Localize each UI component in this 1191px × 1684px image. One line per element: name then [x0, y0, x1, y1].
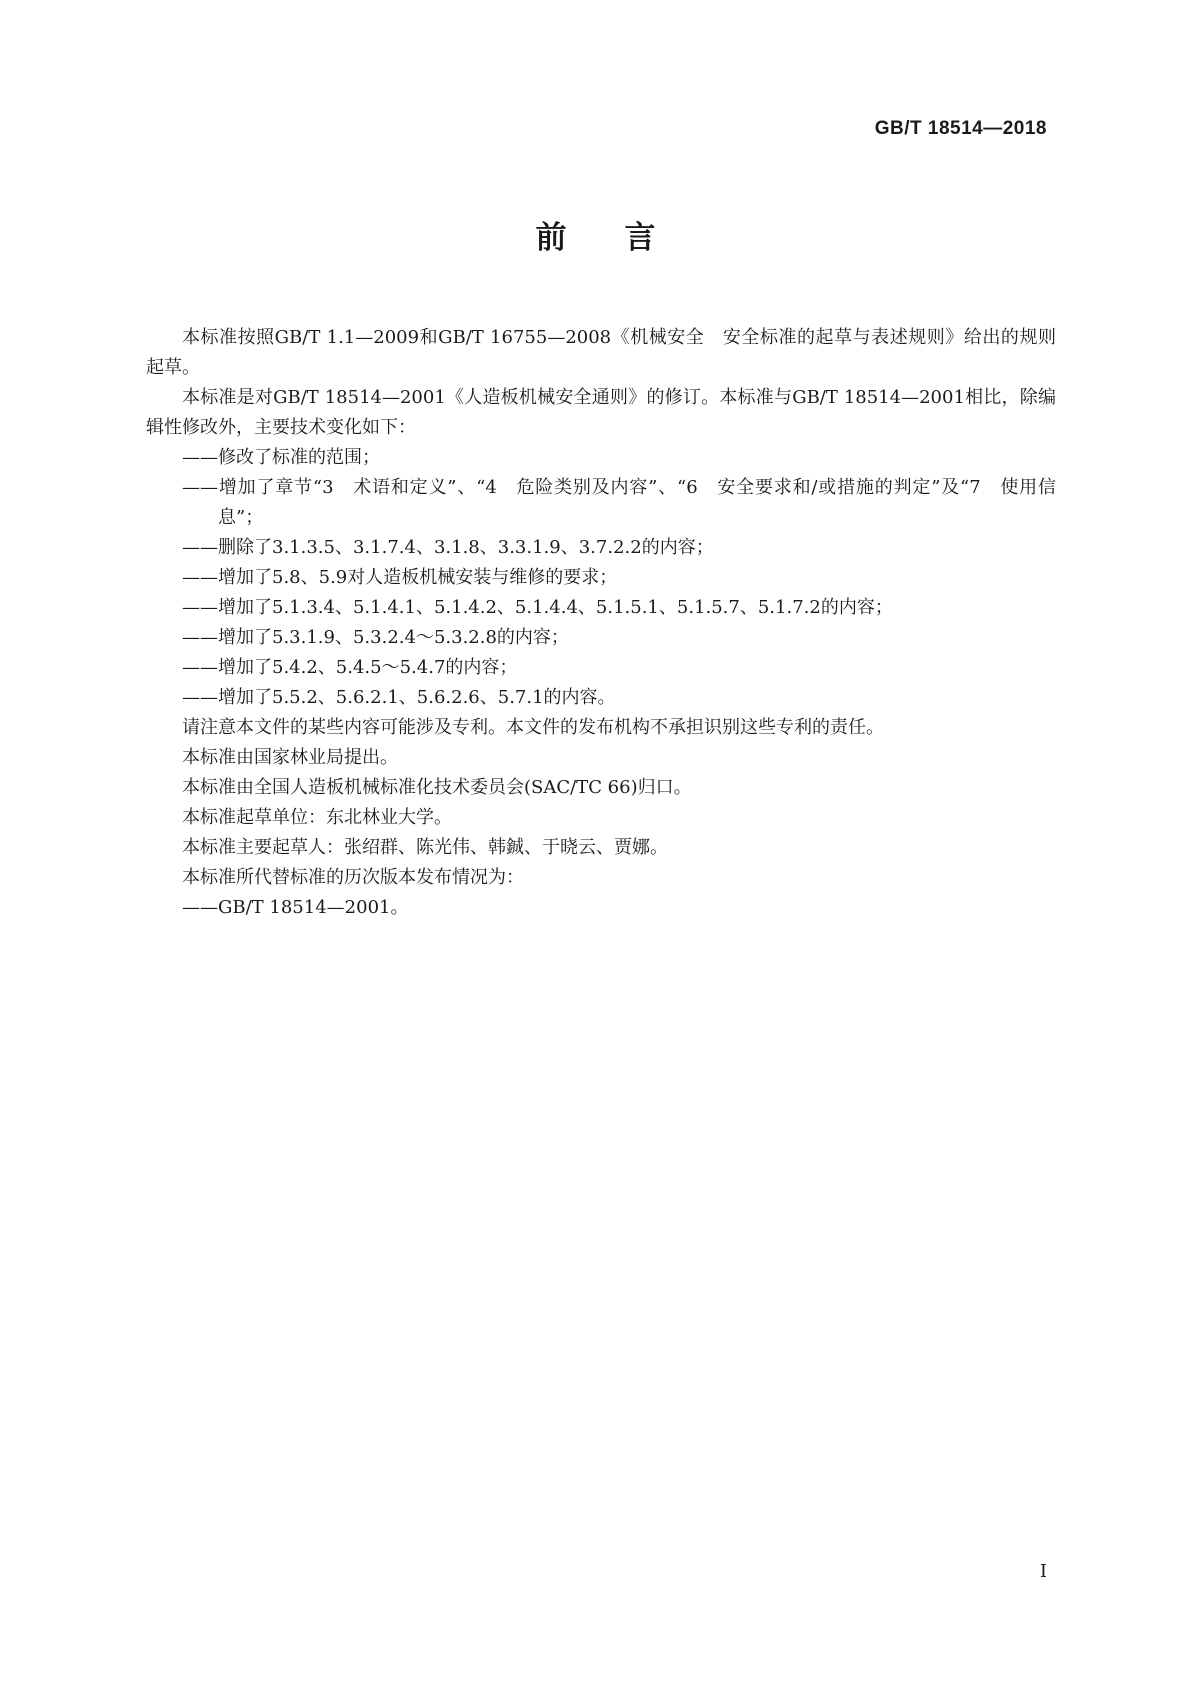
paragraph-patent-notice: 请注意本文件的某些内容可能涉及专利。本文件的发布机构不承担识别这些专利的责任。	[182, 717, 884, 738]
history-item: ——GB/T 18514—2001。	[182, 897, 409, 918]
change-item: ——修改了标准的范围；	[182, 447, 380, 468]
page-number: I	[1039, 1561, 1047, 1582]
change-item: ——增加了5.5.2、5.6.2.1、5.6.2.6、5.7.1的内容。	[182, 687, 616, 708]
paragraph-drafting-unit: 本标准起草单位：东北林业大学。	[182, 807, 452, 828]
paragraph-drafters: 本标准主要起草人：张绍群、陈光伟、韩鋮、于晓云、贾娜。	[182, 837, 668, 858]
change-item: ——增加了5.4.2、5.4.5～5.4.7的内容；	[182, 657, 518, 678]
paragraph-proposer: 本标准由国家林业局提出。	[182, 747, 398, 768]
paragraph-committee: 本标准由全国人造板机械标准化技术委员会(SAC/TC 66)归口。	[182, 777, 692, 798]
page-title: 前言	[535, 220, 714, 256]
change-item: ——增加了5.3.1.9、5.3.2.4～5.3.2.8的内容；	[182, 627, 569, 648]
change-item: ——删除了3.1.3.5、3.1.7.4、3.1.8、3.3.1.9、3.7.2.2的内容；	[182, 537, 714, 558]
foreword-body	[146, 323, 1056, 923]
change-item: ——增加了5.8、5.9对人造板机械安装与维修的要求；	[182, 567, 618, 588]
change-item: ——增加了章节“3 术语和定义”、“4 危险类别及内容”、“6 安全要求和/或措施的判定”及“7 使用信息”；	[182, 477, 1056, 528]
paragraph-revision-intro: 本标准是对GB/T 18514—2001《人造板机械安全通则》的修订。本标准与GB/T 18514—2001相比，除编辑性修改外，主要技术变化如下：	[146, 387, 1056, 438]
paragraph-drafting-rules: 本标准按照GB/T 1.1—2009和GB/T 16755—2008《机械安全 安全标准的起草与表述规则》给出的规则起草。	[146, 327, 1056, 378]
standard-code: GB/T 18514—2018	[874, 118, 1047, 139]
paragraph-version-history: 本标准所代替标准的历次版本发布情况为：	[182, 867, 524, 888]
change-item: ——增加了5.1.3.4、5.1.4.1、5.1.4.2、5.1.4.4、5.1.5.1、5.1.5.7、5.1.7.2的内容；	[182, 597, 893, 618]
